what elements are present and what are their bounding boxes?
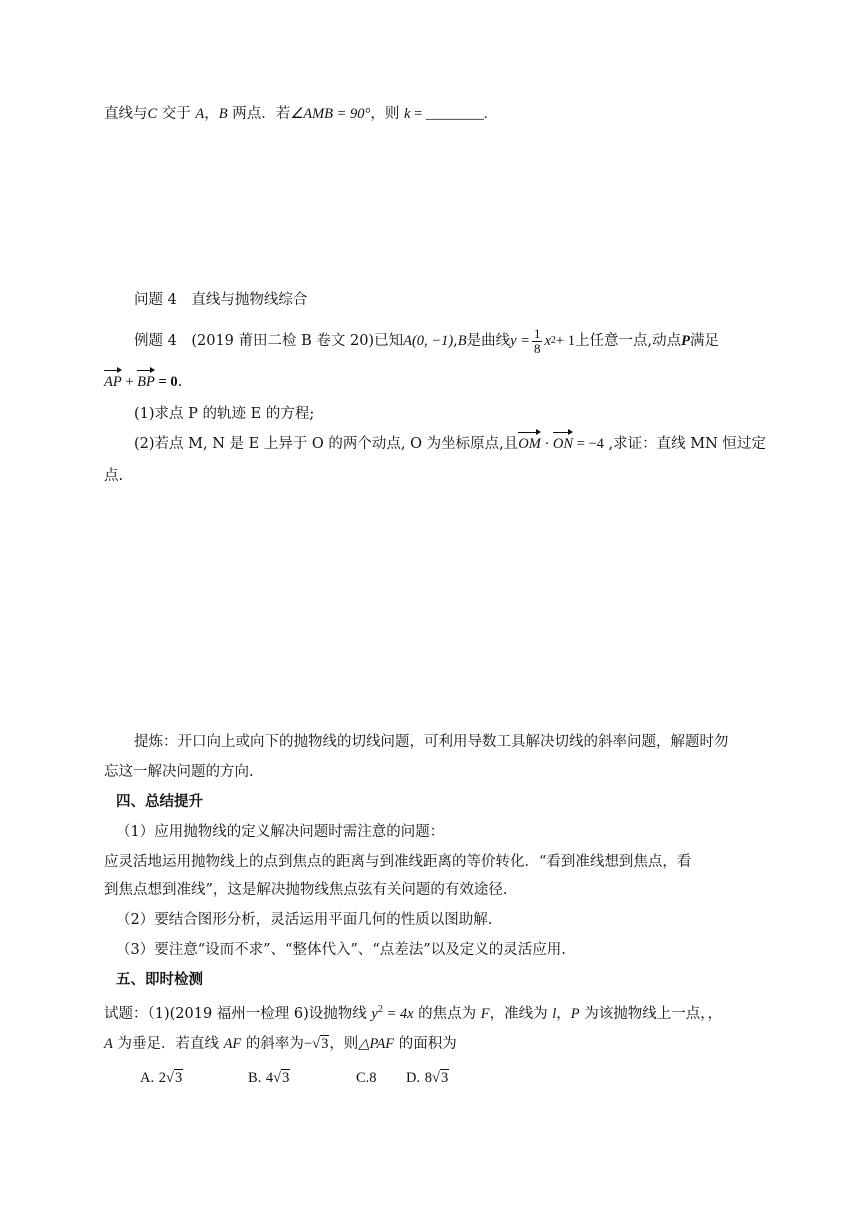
example-line-2 (104, 372, 182, 392)
text: ，则 (329, 1036, 359, 1052)
radicand: 3 (440, 1070, 449, 1086)
summary-point-3: （3）要注意“设而不求”、“整体代入”、“点差法”以及定义的灵活应用. (116, 942, 566, 958)
math-plus-one: + 1 (555, 333, 575, 349)
text: ，则 (370, 106, 404, 122)
math-y: y = (510, 333, 530, 349)
sqrt-expression: √3 (312, 1036, 329, 1052)
summary-line-2a: 应灵活地运用抛物线上的点到焦点的距离与到准线距离的等价转化．“看到准线想到焦点，看 (104, 854, 692, 870)
option-label: B. (248, 1070, 262, 1086)
math-B: B (218, 106, 228, 122)
frac-den: 8 (533, 340, 541, 356)
summary-point-2: （2）要结合图形分析，灵活运用平面几何的性质以图助解. (116, 912, 493, 928)
option-d[interactable] (406, 1068, 449, 1088)
text: 两点．若 (227, 106, 291, 122)
coef: 8 (424, 1070, 432, 1086)
text: · (540, 436, 553, 452)
math-C: C (147, 106, 158, 122)
summary-point-1: （1）应用抛物线的定义解决问题时需注意的问题： (116, 824, 445, 840)
section-heading-test: 五、即时检测 (116, 971, 203, 988)
math-point-a: A(0, −1) (403, 333, 454, 349)
text: 为该抛物线上一点，， (579, 1005, 723, 1022)
text: 上任意一点,动点 (574, 333, 682, 349)
option-c[interactable]: C.8 (356, 1070, 377, 1086)
math-P: P (681, 333, 690, 349)
question-2 (134, 434, 766, 454)
text: ,求证：直线 MN 恒过定 (603, 436, 766, 452)
text: 试题：（1)(2019 福州一检理 6)设抛物线 (104, 1005, 372, 1022)
math-l: l (552, 1005, 557, 1022)
sqrt-expression: √3 (431, 1070, 449, 1086)
radicand: 3 (282, 1070, 290, 1086)
math-zero: = 0 (154, 374, 178, 390)
math-A: A (195, 106, 205, 122)
sqrt-expression: √3 (165, 1070, 183, 1086)
math-F: F (480, 1005, 490, 1022)
text: 满足 (689, 333, 719, 349)
radicand: 3 (174, 1070, 183, 1086)
coef: 4 (265, 1070, 274, 1086)
option-label: A. (140, 1070, 155, 1086)
exponent: 2 (550, 335, 556, 346)
problem-heading: 问题 4 直线与抛物线综合 (134, 292, 308, 308)
sqrt-expression: √3 (273, 1070, 290, 1086)
text: ，准线为 (489, 1005, 553, 1022)
text: 例题 4 (2019 莆田二检 B 卷文 20)已知 (134, 333, 404, 349)
math-angle: ∠AMB = 90° (290, 106, 371, 122)
test-line-1 (104, 1000, 722, 1024)
text: ， (204, 106, 219, 122)
option-a[interactable] (140, 1068, 183, 1088)
math-B: B (457, 333, 467, 349)
text: 为垂足．若直线 (112, 1036, 224, 1052)
frac-num: 1 (533, 325, 541, 341)
vector-on: ON (552, 436, 574, 452)
radicand: 3 (321, 1036, 329, 1052)
math-y: y (371, 1005, 378, 1022)
math-eq: = −4 (573, 436, 604, 452)
math-x: x (544, 333, 551, 349)
text: . (177, 374, 183, 390)
vector-om: OM (518, 436, 541, 452)
math-P: P (570, 1005, 580, 1022)
option-label: D. (406, 1070, 421, 1086)
math-AF: AF (223, 1036, 242, 1052)
refine-line-2: 忘这一解决问题的方向. (104, 764, 254, 780)
question-2-tail: 点. (104, 468, 124, 484)
text: 的焦点为 (413, 1005, 481, 1022)
text: 的斜率为 (241, 1036, 304, 1052)
text: ， (556, 1005, 571, 1022)
fraction (532, 327, 543, 356)
option-b[interactable] (248, 1068, 290, 1088)
vector-bp: BP (137, 374, 155, 390)
coef: 2 (158, 1070, 166, 1086)
math-minus: − (303, 1036, 313, 1052)
text: 直线与 (104, 106, 148, 122)
text: , (453, 333, 458, 349)
question-1: (1)求点 P 的轨迹 E 的方程; (134, 406, 315, 422)
text: + (121, 374, 138, 390)
answer-blank: = ________. (410, 106, 488, 122)
exponent: 2 (377, 1004, 383, 1015)
math-eq: = 4x (382, 1005, 414, 1022)
example-line-1 (134, 324, 719, 358)
test-line-2 (104, 1034, 457, 1054)
math-A: A (104, 1036, 113, 1052)
text: 交于 (157, 106, 196, 122)
text: 的面积为 (394, 1036, 457, 1052)
refine-line-1: 提炼：开口向上或向下的抛物线的切线问题，可利用导数工具解决切线的斜率问题，解题时勿 (134, 734, 729, 750)
text: (2)若点 M, N 是 E 上异于 O 的两个动点, O 为坐标原点,且 (134, 436, 519, 452)
vector-ap: AP (104, 374, 122, 390)
fill-blank-line (104, 104, 487, 124)
text: 是曲线 (466, 333, 511, 349)
summary-line-2b: 到焦点想到准线”，这是解决抛物线焦点弦有关问题的有效途径. (104, 882, 508, 898)
section-heading-summary: 四、总结提升 (116, 793, 203, 810)
math-triangle: △PAF (358, 1036, 395, 1052)
math-k: k (403, 106, 411, 122)
